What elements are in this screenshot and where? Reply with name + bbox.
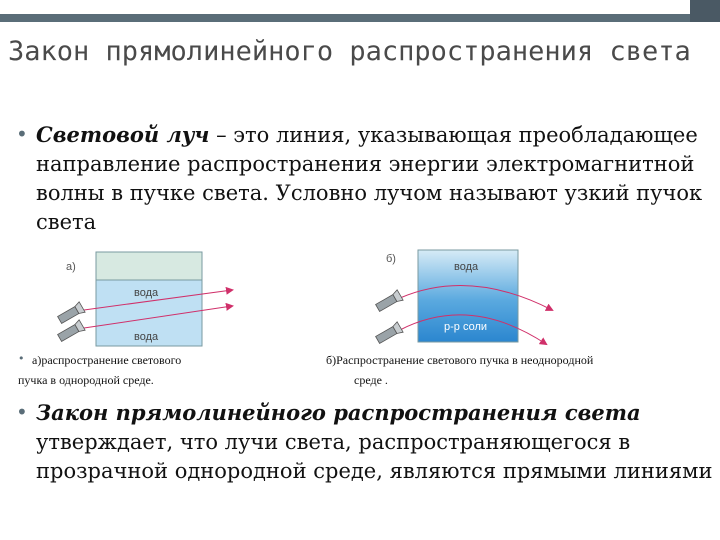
law-text: утверждает, что лучи света, распространяющегося в прозрачной однородной среде, являются прямыми линиями xyxy=(36,430,713,483)
header-corner-block xyxy=(690,0,720,22)
figure-b-flashlight-1 xyxy=(375,290,404,313)
slide-header-bar xyxy=(0,0,720,22)
definition-text: – это линия, указывающая преобладающее направление распространения энергии электромагнитной волны в пучке света. Условно лучом называют узкий пучок света xyxy=(36,123,703,234)
caption-b-line-1: б)Распространение светового пучка в неоднородной xyxy=(326,353,594,367)
caption-a-bullet: • xyxy=(18,352,25,365)
figure-a-top-medium: вода xyxy=(134,287,159,299)
figure-b-top-medium: вода xyxy=(454,261,479,273)
figure-b-bottom-medium: р-р соли xyxy=(444,321,488,333)
bullet-1: • xyxy=(16,122,28,146)
figure-a-flashlight-1 xyxy=(57,302,86,325)
slide-title: Закон прямолинейного распространения света xyxy=(8,36,691,67)
definition-term: Световой луч xyxy=(36,122,210,147)
caption-a-line-1: а)распространение светового xyxy=(32,353,182,367)
figure-b-flashlight-2 xyxy=(375,322,404,345)
header-stripe xyxy=(0,14,720,22)
definition-paragraph xyxy=(36,120,716,237)
bullet-2: • xyxy=(16,400,28,424)
law-paragraph xyxy=(36,398,716,486)
caption-a-line-2: пучка в однородной среде. xyxy=(18,373,154,387)
figure-a-label: а) xyxy=(66,261,76,273)
law-term: Закон прямолинейного распространения света xyxy=(36,400,641,425)
caption-b-line-2: среде . xyxy=(354,373,388,387)
figure-a-flashlight-2 xyxy=(57,320,86,343)
figure-a-bottom-medium: вода xyxy=(134,331,159,343)
caption-a xyxy=(18,350,292,390)
figure-b-label: б) xyxy=(386,253,396,265)
caption-b xyxy=(326,350,706,390)
